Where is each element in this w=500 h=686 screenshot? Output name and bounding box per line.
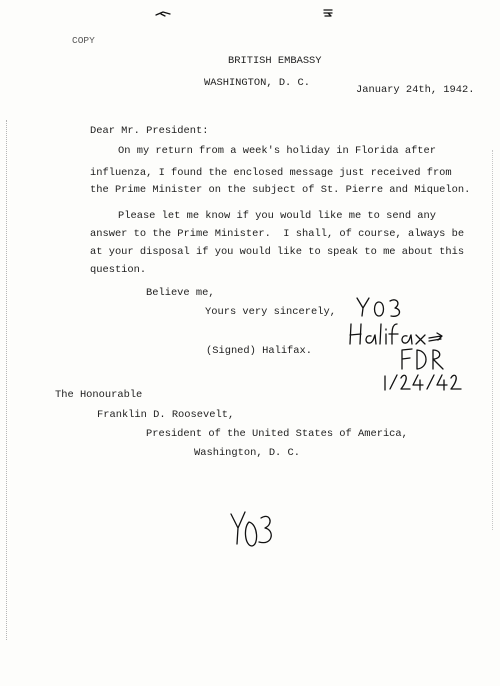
paragraph-2-line-2: answer to the Prime Minister. I shall, of course, always be <box>90 228 465 240</box>
paragraph-1-line-1: On my return from a week's holiday in Florida after <box>118 145 437 157</box>
closing-believe-me: Believe me, <box>146 287 215 299</box>
addressee-line-3: President of the United States of America, <box>146 428 408 440</box>
letter-date: January 24th, 1942. <box>356 84 475 96</box>
handwritten-annotation <box>345 294 480 390</box>
paragraph-2-line-1: Please let me know if you would like me to send any <box>118 210 437 222</box>
letterhead-line-2: WASHINGTON, D. C. <box>204 77 311 89</box>
signature-line: (Signed) Halifax. <box>206 345 313 357</box>
copy-mark: COPY <box>72 35 95 46</box>
addressee-line-4: Washington, D. C. <box>194 447 301 459</box>
scan-mark-left <box>155 10 171 18</box>
paragraph-1-line-3: the Prime Minister on the subject of St. Pierre and Miquelon. <box>90 184 471 196</box>
paragraph-1-line-2: influenza, I found the enclosed message just received from <box>90 167 452 179</box>
closing-yours-sincerely: Yours very sincerely, <box>205 306 336 318</box>
salutation: Dear Mr. President: <box>90 125 209 137</box>
paragraph-2-line-4: question. <box>90 264 147 276</box>
handwritten-bottom-mark <box>228 508 278 552</box>
scan-edge-right <box>492 150 494 530</box>
addressee-line-2: Franklin D. Roosevelt, <box>97 409 235 421</box>
addressee-line-1: The Honourable <box>55 389 143 401</box>
scan-edge-left <box>6 120 8 640</box>
paragraph-2-line-3: at your disposal if you would like to speak to me about this <box>90 246 465 258</box>
letterhead-line-1: BRITISH EMBASSY <box>228 55 322 67</box>
scan-mark-right <box>322 7 334 19</box>
